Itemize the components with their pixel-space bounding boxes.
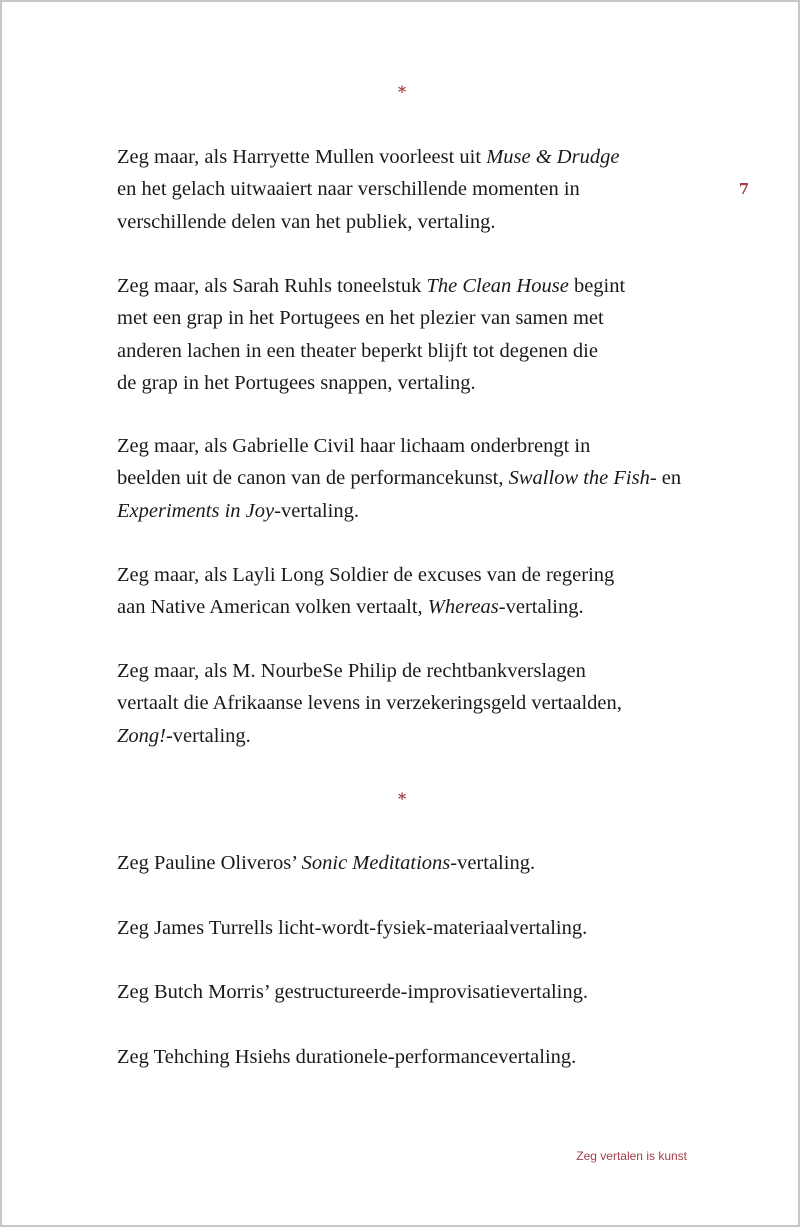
work-title: Zong! [117,724,166,747]
paragraph-ruhl [117,270,697,399]
paragraph-text: verschillende delen van het publiek, vertaling. [117,210,496,233]
paragraph-text: Zeg maar, als Harryette Mullen voorleest uit [117,146,487,168]
paragraph-text: met een grap in het Portugees en het plezier van samen met [117,307,604,330]
paragraph-text: -vertaling. [274,499,359,522]
paragraph-text: -vertaling. [498,596,584,619]
paragraph-text: de grap in het Portugees snappen, vertaling. [117,371,476,394]
paragraph-text: aan Native American volken vertaalt, [117,596,428,619]
paragraph-text: -vertaling. [165,724,251,747]
paragraph-text: beelden uit de canon van de performancekunst, [117,467,509,490]
work-title: The Clean House [426,275,569,297]
paragraph-text: begint [568,275,626,297]
section-separator-middle: * [397,789,407,808]
paragraph-text: Zeg maar, als M. NourbeSe Philip de rechtbankverslagen [117,660,586,682]
paragraph-text: -vertaling. [450,852,536,874]
section-separator-top: * [397,82,407,101]
paragraph-text: Zeg maar, als Gabrielle Civil haar lichaam onderbrengt in [117,435,591,457]
line-morris: Zeg Butch Morris’ gestructureerde-improvisatievertaling. [117,981,588,1003]
running-footer-title: Zeg vertalen is kunst [576,1149,687,1163]
work-title: Experiments in Joy [117,499,275,522]
work-title: Muse & Drudge [486,146,620,168]
paragraph-text: vertaalt die Afrikaanse levens in verzekeringsgeld vertaalden, [117,692,622,715]
page-number: 7 [738,180,750,198]
work-title: Whereas [427,596,499,619]
paragraph-civil [117,430,697,527]
paragraph-long-soldier [117,559,697,624]
paragraph-text: Zeg maar, als Sarah Ruhls toneelstuk [117,275,427,297]
work-title: Sonic Meditations [301,852,451,874]
paragraph-text: Zeg maar, als Layli Long Soldier de excuses van de regering [117,564,615,586]
line-turrell: Zeg James Turrells licht-wordt-fysiek-materiaalvertaling. [117,917,588,939]
paragraph-mullen [117,141,697,238]
line-hsieh: Zeg Tehching Hsiehs durationele-performancevertaling. [117,1046,577,1068]
work-title: Swallow the Fish [508,467,650,490]
paragraph-text: - en [649,467,682,490]
paragraph-text: anderen lachen in een theater beperkt blijft tot degenen die [117,339,598,362]
paragraph-text: en het gelach uitwaaiert naar verschillende momenten in [117,178,580,201]
paragraph-philip [117,655,697,752]
paragraph-text: Zeg Pauline Oliveros’ [117,852,302,874]
line-oliveros [117,847,697,879]
